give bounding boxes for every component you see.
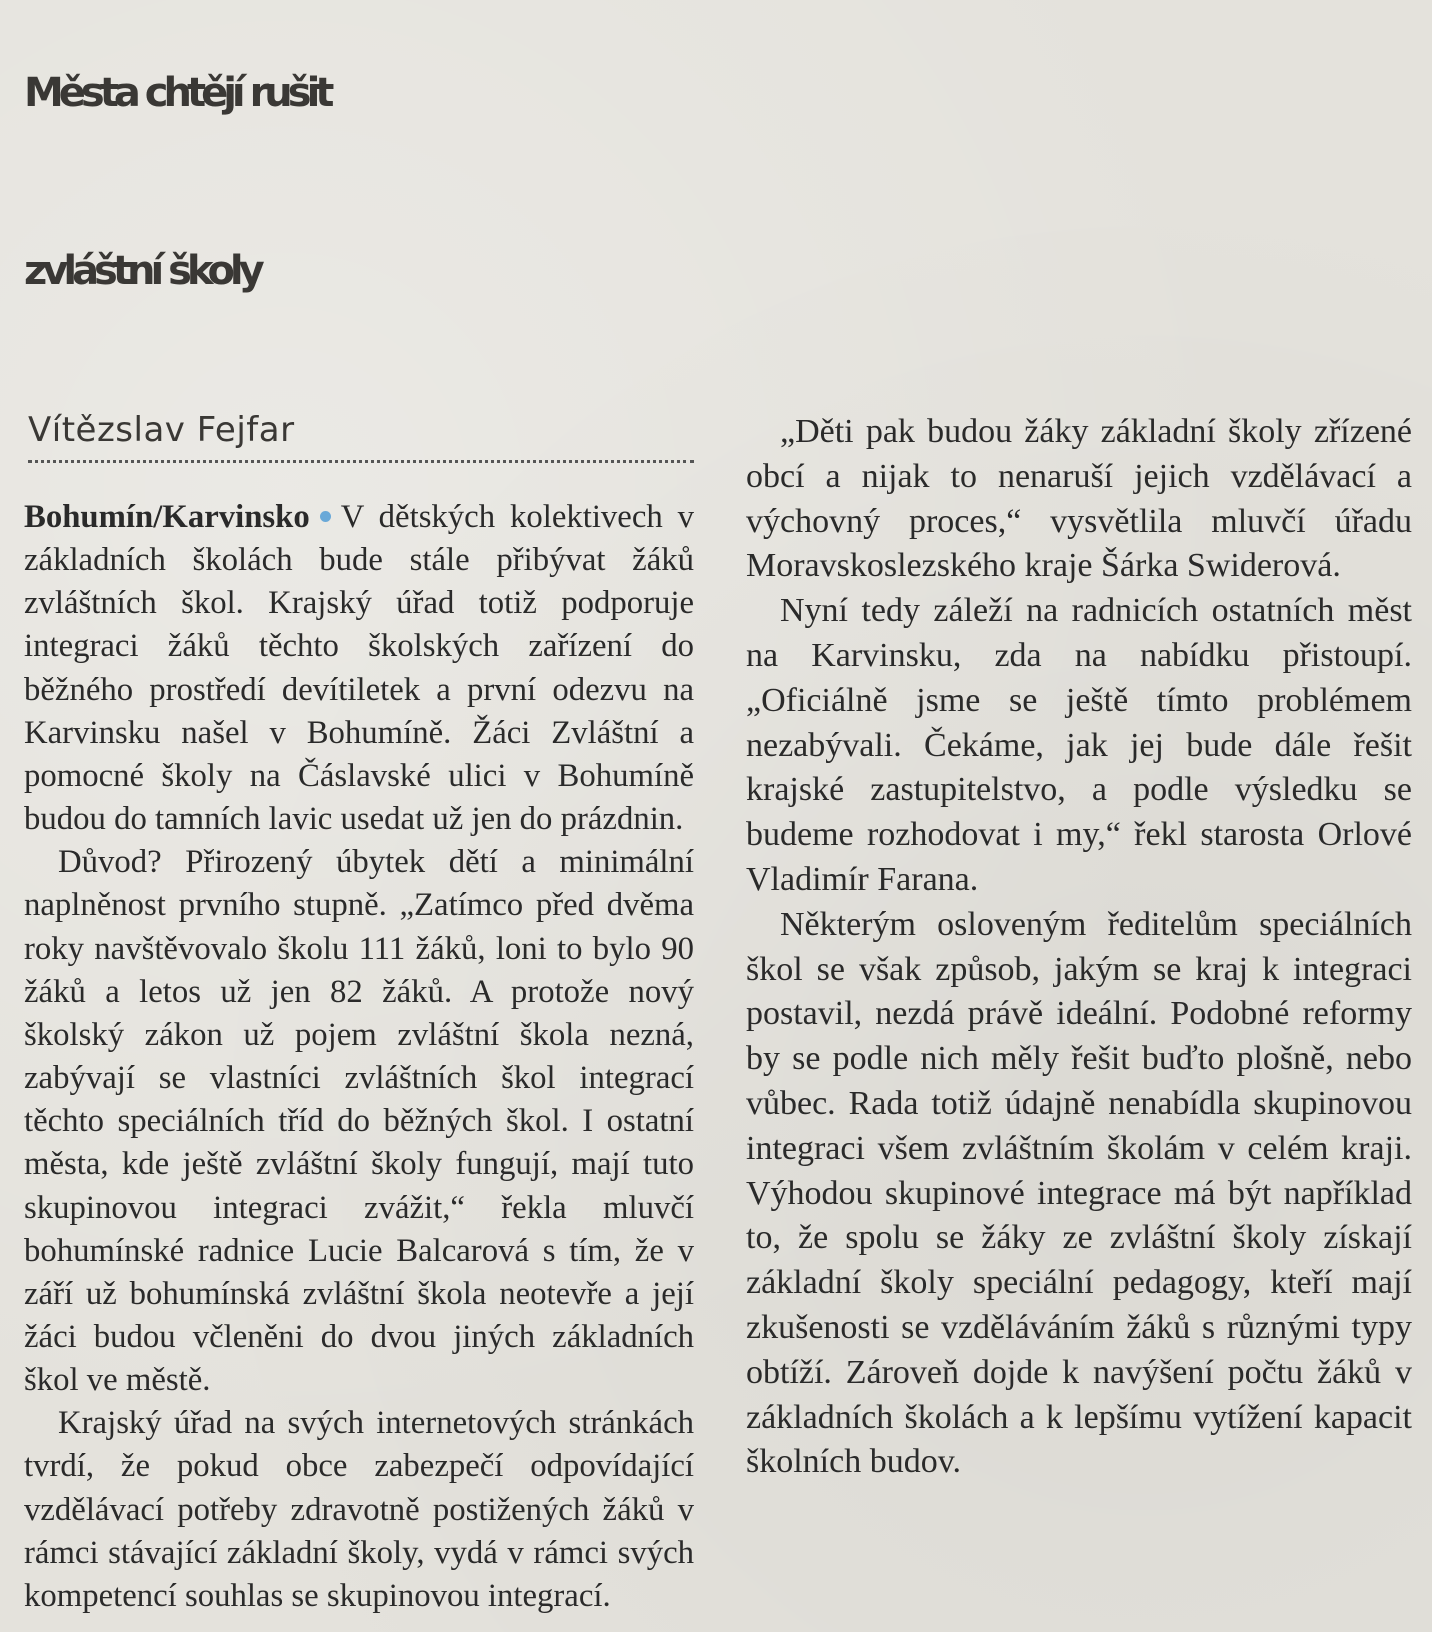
byline-divider — [28, 460, 694, 463]
article-column-right — [746, 410, 1412, 1485]
article-paragraph-5: Nyní tedy záleží na radnicích ostatních měst na Karvinsku, zda na nabídku přistoupí. „Oficiálně jsme se ještě tímto problémem nezabývali. Čekáme, jak jej bude dále řešit krajské zastupitelstvo, a podle výsledku se budeme rozhodovat i my,“ řekl starosta Orlové Vladimír Farana. — [746, 592, 1412, 898]
article-paragraph-4: „Děti pak budou žáky základní školy zřízené obcí a nijak to nenaruší jejich vzdělávací a výchovný proces,“ vysvětlila mluvčí úřadu Moravskoslezského kraje Šárka Swiderová. — [746, 413, 1412, 585]
article-paragraph-3: Krajský úřad na svých internetových stránkách tvrdí, že pokud obce zabezpečí odpovídající vzdělávací potřeby zdravotně postižených žáků v rámci stávající základní školy, vydá v rámci svých kompetencí souhlas se skupinovou integrací. — [24, 1405, 694, 1614]
headline-line-1: Města chtějí rušit — [24, 70, 330, 116]
lead-paragraph — [24, 496, 694, 841]
dateline: Bohumín/Karvinsko — [24, 499, 310, 535]
author-byline: Vítězslav Fejfar — [28, 410, 295, 450]
article-column-left — [24, 496, 694, 1618]
article-paragraph-6: Některým osloveným ředitelům speciálních škol se však způsob, jakým se kraj k integraci postavil, nezdá právě ideální. Podobné reformy by se podle nich měly řešit buďto plošně, nebo vůbec. Rada totiž údajně nenabídla skupinovou integraci všem zvláštním školám v celém kraji. Výhodou skupinové integrace má být například to, že spolu se žáky ze zvláštní školy získají základní školy speciální pedagogy, kteří mají zkušenosti se vzděláváním žáků s různými typy obtíží. Zároveň dojde k navýšení počtu žáků v základních školách a k lepšímu vytížení kapacit školních budov. — [746, 905, 1412, 1481]
lead-text: V dětských kolektivech v základních školách bude stále přibývat žáků zvláštních škol. Krajský úřad totiž podporuje integraci žáků těchto školských zařízení do běžného prostředí devítiletek a první odezvu na Karvinsku našel v Bohumíně. Žáci Zvláštní a pomocné školy na Čáslavské ulici v Bohumíně budou do tamních lavic usedat už jen do prázdnin. — [24, 499, 694, 838]
article-paragraph-2: Důvod? Přirozený úbytek dětí a minimální naplněnost prvního stupně. „Zatímco před dvěma roky navštěvovalo školu 111 žáků, loni to bylo 90 žáků a letos už jen 82 žáků. A protože nový školský zákon už pojem zvláštní škola nezná, zabývají se vlastníci zvláštních škol integrací těchto speciálních tříd do běžných škol. I ostatní města, kde ještě zvláštní školy fungují, mají tuto skupinovou integraci zvážit,“ řekla mluvčí bohumínské radnice Lucie Balcarová s tím, že v září už bohumínská zvláštní škola neotevře a její žáci budou včleněni do dvou jiných základních škol ve městě. — [24, 844, 694, 1399]
dateline-dot-icon — [320, 511, 331, 522]
headline-line-2: zvláštní školy — [24, 248, 260, 294]
headline — [24, 4, 1424, 360]
